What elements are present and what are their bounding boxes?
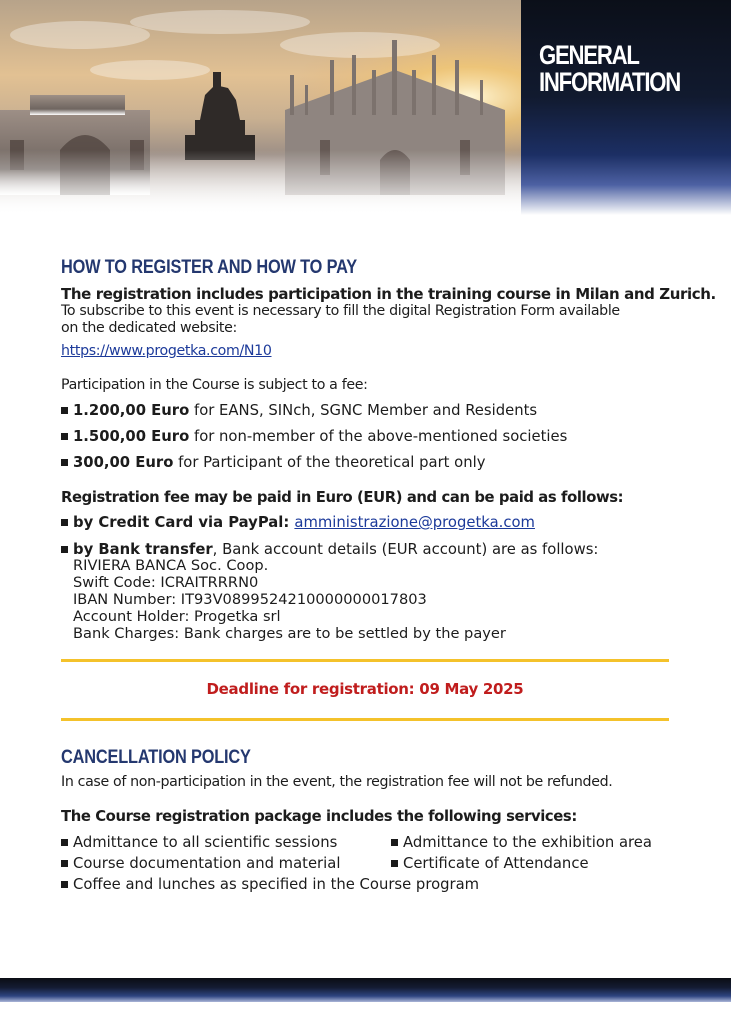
bullet-square-icon <box>391 860 398 867</box>
bullet-square-icon <box>61 881 68 888</box>
fee-item <box>61 402 537 419</box>
fee-intro: Participation in the Course is subject to a fee: <box>61 377 368 393</box>
services-row <box>61 834 652 851</box>
service-label: Course documentation and material <box>73 855 341 872</box>
payment-credit-card <box>61 514 535 531</box>
bullet-square-icon <box>61 860 68 867</box>
service-item <box>391 855 589 872</box>
bank-transfer-label: by Bank transfer <box>73 541 213 558</box>
register-intro-line2: on the dedicated website: <box>61 320 237 336</box>
register-heading: HOW TO REGISTER AND HOW TO PAY <box>61 257 357 278</box>
bullet-square-icon <box>61 839 68 846</box>
service-item <box>391 834 652 851</box>
bullet-square-icon <box>391 839 398 846</box>
fee-amount: 300,00 Euro <box>73 454 174 471</box>
service-item <box>61 876 479 893</box>
cancellation-text: In case of non-participation in the event, the registration fee will not be refunded. <box>61 774 613 790</box>
payment-heading: Registration fee may be paid in Euro (EUR) and can be paid as follows: <box>61 489 624 506</box>
bank-detail-line: Account Holder: Progetka srl <box>73 608 281 625</box>
services-row <box>61 855 589 872</box>
service-item <box>61 855 391 872</box>
paypal-email-link[interactable]: amministrazione@progetka.com <box>294 514 535 531</box>
register-intro-line1: To subscribe to this event is necessary to fill the digital Registration Form available <box>61 303 620 319</box>
register-intro-bold: The registration includes participation in the training course in Milan and Zurich. <box>61 285 716 303</box>
fee-description: for EANS, SINch, SGNC Member and Residents <box>189 402 538 419</box>
deadline-notice: Deadline for registration: 09 May 2025 <box>206 680 524 698</box>
bullet-square-icon <box>61 519 68 526</box>
bank-detail-line: IBAN Number: IT93V0899524210000000017803 <box>73 591 427 608</box>
fee-description: for Participant of the theoretical part only <box>173 454 486 471</box>
divider-top <box>61 659 669 662</box>
fee-amount: 1.200,00 Euro <box>73 402 190 419</box>
fee-item <box>61 454 485 471</box>
bank-detail-line: RIVIERA BANCA Soc. Coop. <box>73 557 269 574</box>
service-label: Admittance to the exhibition area <box>403 834 652 851</box>
bank-detail-line: Bank Charges: Bank charges are to be settled by the payer <box>73 625 506 642</box>
fee-amount: 1.500,00 Euro <box>73 428 190 445</box>
payment-bank-transfer <box>61 541 598 558</box>
fee-description: for non-member of the above-mentioned societies <box>189 428 568 445</box>
service-label: Admittance to all scientific sessions <box>73 834 338 851</box>
service-item <box>61 834 391 851</box>
bullet-square-icon <box>61 433 68 440</box>
bank-transfer-intro: , Bank account details (EUR account) are as follows: <box>212 541 599 558</box>
bullet-square-icon <box>61 546 68 553</box>
divider-bottom <box>61 718 669 721</box>
fee-item <box>61 428 567 445</box>
milan-cathedral-illustration <box>0 0 521 215</box>
service-label: Certificate of Attendance <box>403 855 589 872</box>
page-title <box>539 42 680 96</box>
title-panel <box>521 0 731 215</box>
bank-detail-line: Swift Code: ICRAITRRRN0 <box>73 574 259 591</box>
header-photo <box>0 0 521 215</box>
service-label: Coffee and lunches as specified in the Course program <box>73 876 480 893</box>
page-title-line2: INFORMATION <box>539 67 681 97</box>
credit-card-label: by Credit Card via PayPal: <box>73 514 295 531</box>
bullet-square-icon <box>61 407 68 414</box>
page-title-line1: GENERAL <box>539 40 639 70</box>
cancellation-heading: CANCELLATION POLICY <box>61 747 251 768</box>
package-heading: The Course registration package includes the following services: <box>61 808 577 825</box>
registration-website-link[interactable]: https://www.progetka.com/N10 <box>61 343 272 359</box>
footer-band <box>0 978 731 1002</box>
bullet-square-icon <box>61 459 68 466</box>
